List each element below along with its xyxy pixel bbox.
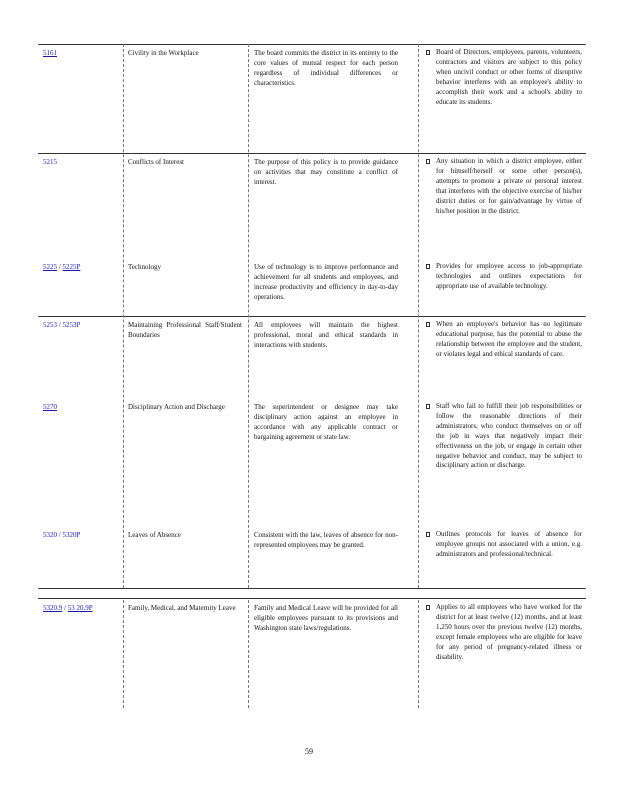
policy-detail: Outlines protocols for leaves of absence for employee groups not associated with a union, e.g. administrators and professional/technical. — [436, 530, 582, 558]
policy-link[interactable]: 5225 — [43, 263, 57, 271]
policy-detail: Board of Directors, employees, parents, volunteers, contractors and visitors are subject to this policy when uncivil conduct or other forms of disruptive behavior interferes with an employee's ability to accomplish their work and a school's ability to educate its students. — [436, 48, 582, 106]
policy-purpose: The superintendent or designee may take disciplinary action against an employee in accordance with any applicable contract or bargaining agreement or state law. — [254, 403, 398, 441]
policy-purpose: The purpose of this policy is to provide guidance on activities that may constitute a conflict of interest. — [254, 158, 398, 186]
policy-number — [43, 530, 123, 540]
policy-number[interactable] — [43, 402, 119, 412]
page-number: 59 — [305, 747, 313, 756]
policy-purpose: Consistent with the law, leaves of absence for non-represented employees may be granted. — [254, 531, 398, 549]
bullet-icon — [426, 264, 430, 269]
bullet-icon — [426, 532, 430, 537]
column-divider — [418, 44, 419, 588]
bullet-icon — [426, 404, 430, 409]
column-divider — [248, 600, 249, 708]
policy-link[interactable]: 53 20.9P — [67, 604, 93, 612]
policy-detail: Provides for employee access to job-appropriate technologies and outlines expectations for appropriate use of available technology. — [436, 262, 582, 290]
policy-number[interactable] — [43, 603, 123, 613]
row-divider — [38, 316, 586, 317]
row-divider — [38, 153, 586, 154]
policy-detail: Staff who fail to fulfill their job responsibilities or follow the reasonable directions of their administrators, who conduct themselves on or off the job in ways that negatively impact their effectiveness on the job, or engage in certain other negative behavior and conduct, may be subject to disciplinary action or discharge. — [436, 402, 582, 470]
column-divider — [123, 600, 124, 708]
column-divider — [248, 44, 249, 588]
row-divider — [38, 44, 586, 45]
policy-detail: Applies to all employees who have worked for the district for at least twelve (12) months, and at least 1,250 hours over the previous twelve (12) months, except female employees who are eligible for leave for any period of pregnancy-related illness or disability. — [436, 603, 582, 661]
policy-link[interactable]: 5161 — [43, 49, 57, 57]
number-separator: / — [62, 604, 68, 612]
policy-number — [43, 157, 119, 167]
policy-purpose: Family and Medical Leave will be provided for all eligible employees pursuant to its provisions and Washington state laws/regulations. — [254, 604, 398, 632]
bullet-icon — [426, 605, 430, 610]
policy-number — [43, 320, 123, 330]
policy-number-text: 5320 / 5320P — [43, 531, 81, 539]
policy-link[interactable]: 5225P — [62, 263, 81, 271]
policy-number[interactable] — [43, 262, 123, 272]
column-divider — [123, 44, 124, 588]
row-divider — [38, 588, 586, 589]
policy-link[interactable]: 5320.9 — [43, 604, 63, 612]
policy-title: Civility in the Workplace — [128, 49, 199, 57]
policy-purpose: All employees will maintain the highest professional, moral and ethical standards in interactions with students. — [254, 321, 398, 349]
policy-number[interactable] — [43, 48, 119, 58]
bullet-icon — [426, 159, 430, 164]
policy-title: Disciplinary Action and Discharge — [128, 403, 225, 411]
policy-title: Technology — [128, 263, 161, 271]
bullet-icon — [426, 50, 430, 55]
column-divider — [418, 600, 419, 708]
policy-title: Maintaining Professional Staff/Student Boundaries — [128, 321, 242, 339]
policy-detail: When an employee's behavior has no legitimate educational purpose, has the potential to abuse the relationship between the employee and the student, or violates legal and ethical standards of care. — [436, 320, 582, 358]
policy-purpose: Use of technology is to improve performance and achievement for all students and employees, and increase productivity and efficiency in day-to-day operations. — [254, 263, 398, 301]
policy-title: Leaves of Absence — [128, 531, 181, 539]
policy-number-text: 5253 / 5253P — [43, 321, 81, 329]
policy-title: Conflicts of Interest — [128, 158, 184, 166]
policy-title: Family, Medical, and Maternity Leave — [128, 604, 236, 612]
policy-purpose: The board commits the district in its entirety to the core values of mutual respect for each person regardless of individual differences or characteristics. — [254, 49, 398, 87]
number-separator: / — [57, 263, 63, 271]
policy-number-text: 5215 — [43, 158, 57, 166]
bullet-icon — [426, 322, 430, 327]
row-divider — [38, 598, 586, 599]
policy-link[interactable]: 5270 — [43, 403, 57, 411]
policy-detail: Any situation in which a district employee, either for himself/herself or some other person(s), attempts to promote a private or personal interest that interferes with the objective exercise of his/her district duties or for gain/advantage by virtue of his/her position in the district. — [436, 157, 582, 215]
